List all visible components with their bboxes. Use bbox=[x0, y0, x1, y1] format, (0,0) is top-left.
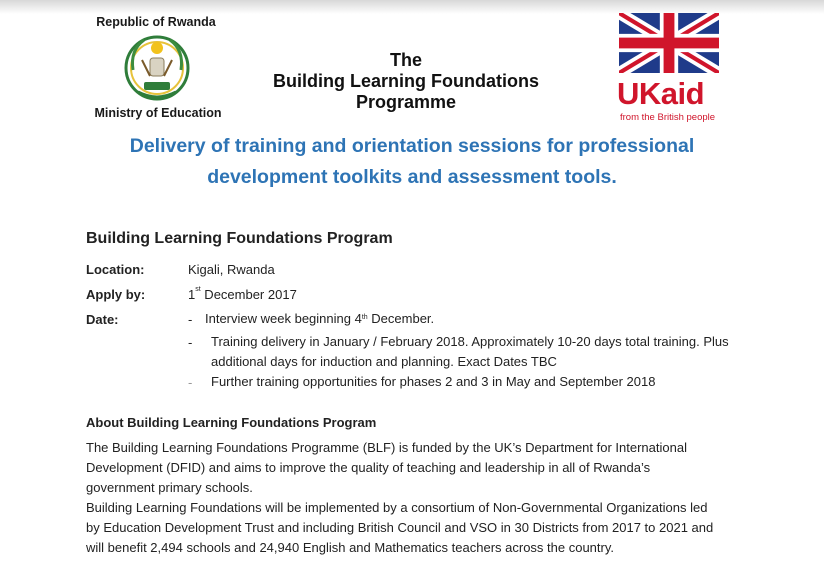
about-title: About Building Learning Foundations Program bbox=[86, 415, 377, 430]
date-item-interview bbox=[205, 309, 434, 329]
headline bbox=[100, 131, 724, 193]
paragraph-line: will benefit 2,494 schools and 24,940 English and Mathematics teachers across the country. bbox=[86, 540, 615, 555]
paragraph-line: government primary schools. bbox=[86, 480, 253, 495]
programme-title-line: Building Learning Foundations bbox=[273, 71, 539, 91]
union-jack-flag-icon bbox=[619, 13, 719, 73]
apply-day-suffix: st bbox=[195, 286, 201, 293]
bullet-dash: - bbox=[188, 375, 193, 390]
date-item-text: Interview week beginning 4 bbox=[205, 311, 362, 326]
paragraph-line: Building Learning Foundations will be implemented by a consortium of Non-Governmental Organizations led bbox=[86, 500, 708, 515]
location-value: Kigali, Rwanda bbox=[188, 262, 275, 277]
top-shadow bbox=[0, 0, 824, 14]
location-label: Location: bbox=[86, 262, 145, 277]
programme-title bbox=[250, 50, 562, 113]
about-paragraph-2 bbox=[86, 498, 738, 558]
date-item-line: additional days for induction and planning. Exact Dates TBC bbox=[211, 354, 557, 369]
ukaid-tagline: from the British people bbox=[620, 112, 716, 123]
apply-by-label: Apply by: bbox=[86, 287, 146, 302]
date-item-suffix: th bbox=[361, 314, 368, 321]
date-item-training bbox=[211, 332, 729, 372]
about-paragraph-1 bbox=[86, 438, 738, 498]
section-title: Building Learning Foundations Program bbox=[86, 230, 393, 247]
paragraph-line: The Building Learning Foundations Programme (BLF) is funded by the UK’s Department for International bbox=[86, 440, 687, 455]
date-item-line: Training delivery in January / February 2018. Approximately 10-20 days total training. Plus bbox=[211, 334, 729, 349]
apply-by-value bbox=[188, 287, 297, 302]
ministry-heading: Ministry of Education bbox=[94, 106, 222, 120]
rwanda-coat-of-arms-icon bbox=[120, 30, 194, 106]
date-item-text: December. bbox=[367, 311, 435, 326]
paragraph-line: by Education Development Trust and including British Council and VSO in 30 Districts from 2017 to 2021 and bbox=[86, 520, 714, 535]
apply-day: 1 bbox=[188, 287, 196, 302]
paragraph-line: Development (DFID) and aims to improve the quality of teaching and leadership in all of Rwanda’s bbox=[86, 460, 651, 475]
headline-line: development toolkits and assessment tools. bbox=[207, 166, 617, 188]
date-label: Date: bbox=[86, 312, 119, 327]
republic-heading: Republic of Rwanda bbox=[96, 15, 216, 29]
bullet-dash: - bbox=[188, 312, 193, 327]
headline-line: Delivery of training and orientation sessions for professional bbox=[129, 135, 695, 157]
bullet-dash: - bbox=[188, 335, 193, 350]
programme-title-line: Programme bbox=[355, 92, 457, 112]
date-item-further: Further training opportunities for phases 2 and 3 in May and September 2018 bbox=[211, 374, 656, 389]
apply-month-year: December 2017 bbox=[200, 287, 297, 302]
ukaid-logo-text: UKaid bbox=[617, 76, 705, 111]
programme-title-line: The bbox=[389, 50, 422, 70]
